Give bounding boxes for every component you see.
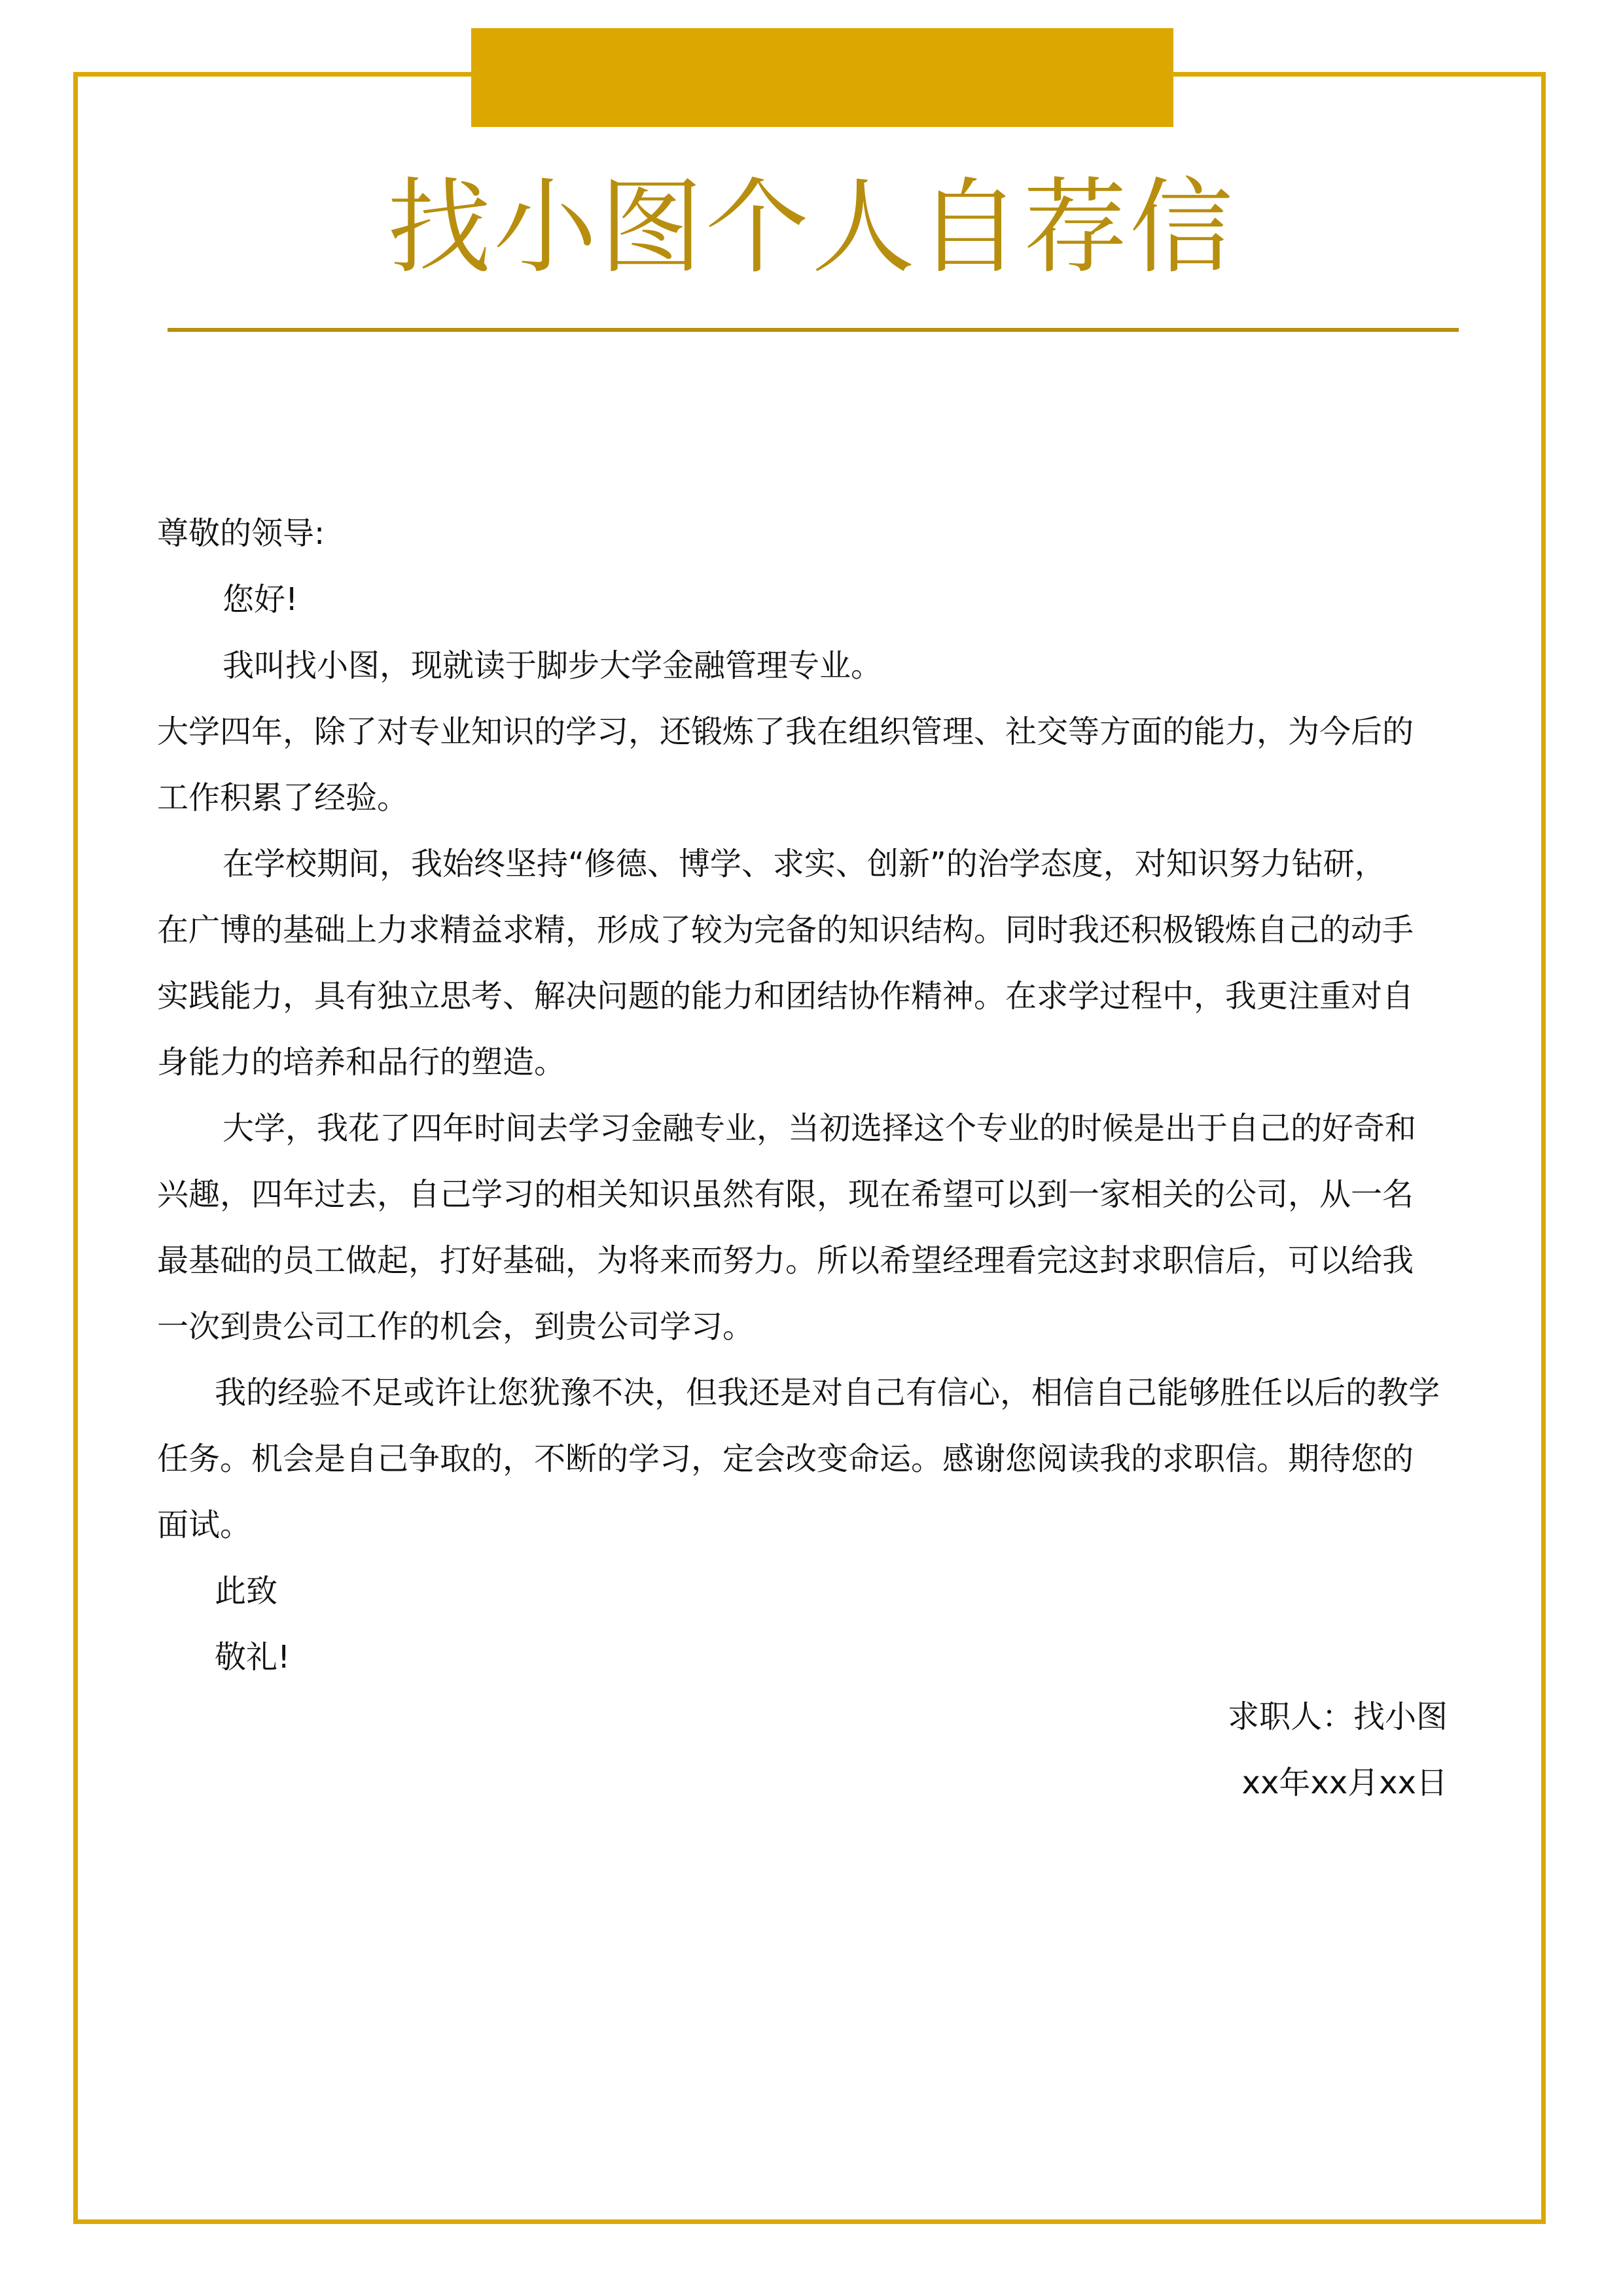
body-line: 最基础的员工做起，打好基础，为将来而努力。所以希望经理看完这封求职信后，可以给我 xyxy=(157,1242,1414,1279)
body-line: 任务。机会是自己争取的，不断的学习，定会改变命运。感谢您阅读我的求职信。期待您的 xyxy=(157,1441,1414,1477)
closing-line-2: 敬礼! xyxy=(215,1639,291,1676)
body-line: 工作积累了经验。 xyxy=(157,780,409,816)
body-line: 在广博的基础上力求精益求精，形成了较为完备的知识结构。同时我还积极锻炼自己的动手 xyxy=(157,912,1414,948)
body-line: 大学，我花了四年时间去学习金融专业，当初选择这个专业的时候是出于自己的好奇和 xyxy=(223,1110,1417,1147)
letter-body xyxy=(157,501,1505,1691)
greeting: 您好! xyxy=(223,581,298,618)
body-line: 身能力的培养和品行的塑造。 xyxy=(157,1044,566,1081)
body-line: 面试。 xyxy=(157,1507,252,1543)
body-line: 一次到贵公司工作的机会，到贵公司学习。 xyxy=(157,1308,755,1345)
signature-date: xx年xx月xx日 xyxy=(1241,1765,1448,1801)
body-line: 实践能力，具有独立思考、解决问题的能力和团结协作精神。在求学过程中，我更注重对自 xyxy=(157,978,1414,1014)
salutation: 尊敬的领导: xyxy=(157,515,325,552)
body-line: 在学校期间，我始终坚持“修德、博学、求实、创新”的治学态度，对知识努力钻研， xyxy=(223,846,1386,882)
header-tab-decoration xyxy=(471,28,1173,127)
body-line: 我叫找小图，现就读于脚步大学金融管理专业。 xyxy=(223,647,883,684)
body-line: 兴趣，四年过去，自己学习的相关知识虽然有限，现在希望可以到一家相关的公司，从一名 xyxy=(157,1176,1414,1213)
body-line: 我的经验不足或许让您犹豫不决，但我还是对自己有信心，相信自己能够胜任以后的教学 xyxy=(215,1374,1440,1411)
letter-title: 找小图个人自荐信 xyxy=(387,168,1236,288)
body-line: 大学四年，除了对专业知识的学习，还锻炼了我在组织管理、社交等方面的能力，为今后的 xyxy=(157,713,1414,750)
closing-line-1: 此致 xyxy=(215,1573,278,1609)
applicant-signature: 求职人：找小图 xyxy=(1227,1698,1448,1735)
title-divider xyxy=(168,328,1459,332)
